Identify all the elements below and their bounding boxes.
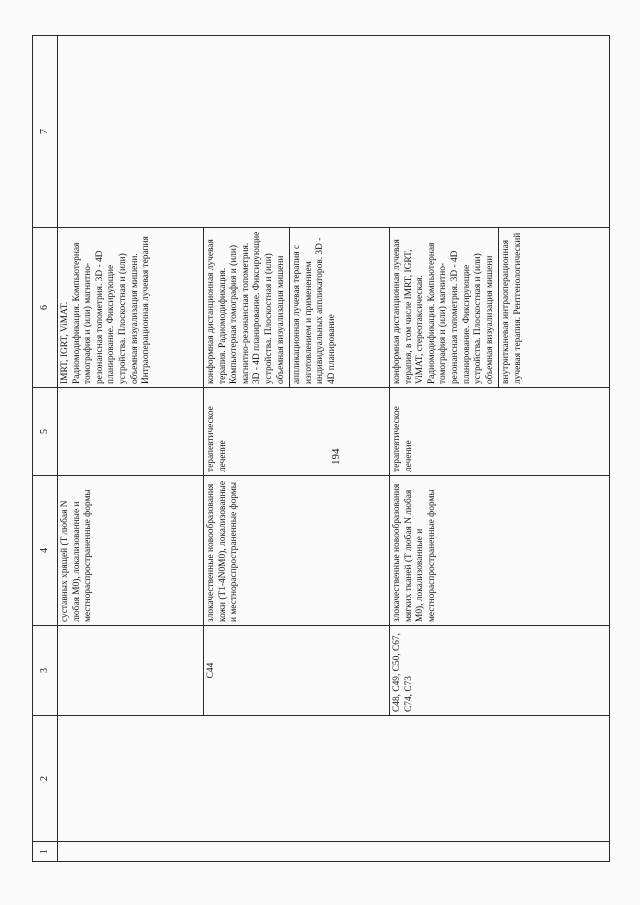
cell-row-a-col-6: IMRT, IGRT, ViMAT. Радиомодификация. Компьютерная томография и (или) магнитно-резонансная топометрия. 3D - 4D планирование. Фиксирующие устройства. Плоскостная и (или) объемная визуализация мишени. Интраоперационная лучевая терапия <box>58 228 204 388</box>
cell-row-c-col-5: терапевтическое лечение <box>390 388 610 476</box>
header-col-7: 7 <box>33 36 58 228</box>
header-col-2: 2 <box>33 716 58 842</box>
header-col-4: 4 <box>33 476 58 626</box>
cell-row-c-col-6-method-b: внутритканевая интраоперационная лучевая терапия. Рентгенологический <box>501 232 523 384</box>
header-col-3: 3 <box>33 626 58 716</box>
cell-row-b-col-6-method-a: конформная дистанционная лучевая терапия. Радиомодификация. Компьютерная томография и (или) магнитно-резонансная топометрия. 3D - 4D планирование. Фиксирующие устройства. Плоскостная и (или) объемная визуализация мишени <box>204 228 290 387</box>
cell-col-2 <box>58 716 610 842</box>
rotated-table-wrapper <box>32 36 610 862</box>
cell-row-a-col-4: суставных хрящей (T любая N любая M0), локализованные и местнораспространенные формы <box>58 476 204 626</box>
cell-row-b-col-5: терапевтическое лечение <box>204 388 390 476</box>
cell-row-b-col-6 <box>204 228 390 388</box>
treatment-table <box>32 35 610 862</box>
header-row <box>33 36 58 862</box>
table-row <box>58 36 204 862</box>
cell-col-1 <box>58 842 610 862</box>
header-col-1: 1 <box>33 842 58 862</box>
cell-row-a-col-3 <box>58 626 204 716</box>
page-number: 194 <box>330 448 342 465</box>
cell-row-c-col-6 <box>390 228 610 388</box>
header-col-5: 5 <box>33 388 58 476</box>
cell-row-b-col-3: C44 <box>204 626 390 716</box>
cell-row-a-col-5 <box>58 388 204 476</box>
cell-row-b-col-4: злокачественные новообразования кожи (T1-4N0M0), локализованные и местнораспространенные формы <box>204 476 390 626</box>
header-col-6: 6 <box>33 228 58 388</box>
cell-col-7 <box>58 36 610 228</box>
cell-row-c-col-4: злокачественные новообразования мягких тканей (T любая N любая M0), локализованные и местнораспространенные формы <box>390 476 610 626</box>
cell-row-c-col-3: C48, C49, C50, C67, C74, C73 <box>390 626 610 716</box>
cell-row-c-col-6-method-a: конформная дистанционная лучевая терапия, в том числе IMRT, IGRT, ViMAT, стереотаксическая. Радиомодификация. Компьютерная томография и (или) магнитно-резонансная топометрия. 3D - 4D планирование. Фиксирующие устройства. Плоскостная и (или) объемная визуализация мишени <box>390 228 499 387</box>
cell-row-b-col-6-method-b: аппликационная лучевая терапия с изготовлением и применением индивидуальных аппликаторов. 3D - 4D планирование <box>292 237 337 384</box>
